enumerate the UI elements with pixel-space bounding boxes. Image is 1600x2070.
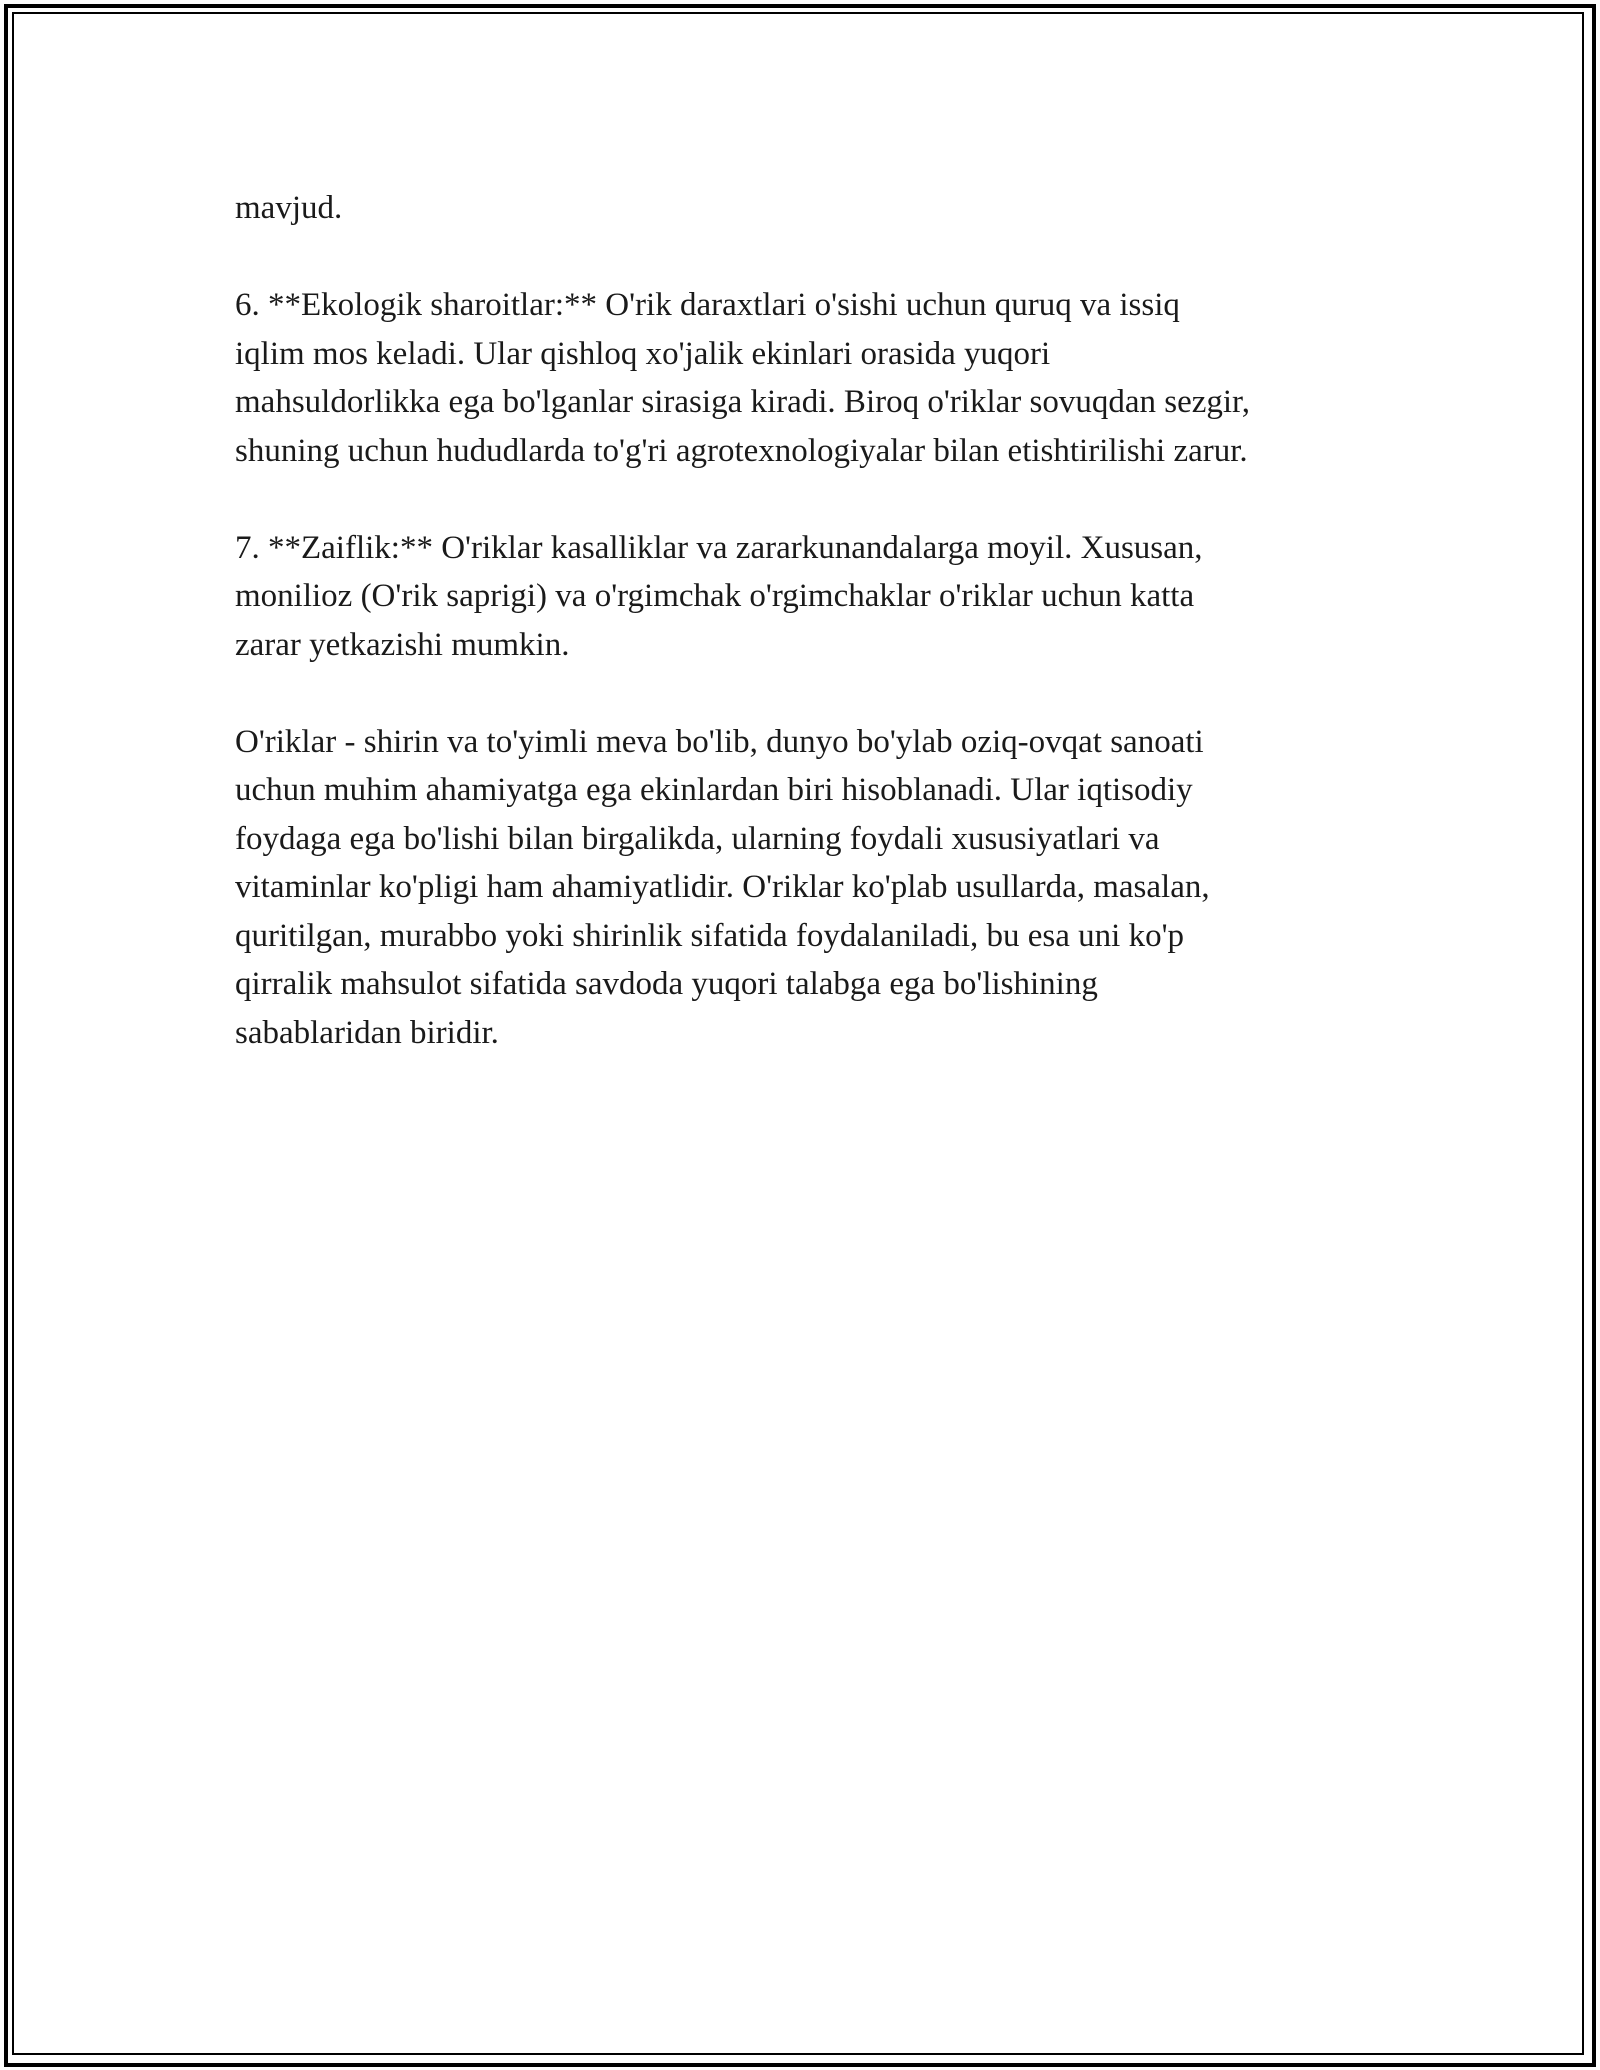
text-line: sabablaridan biridir.	[235, 1014, 499, 1051]
paragraph-continuation	[235, 184, 1395, 233]
text-line: vitaminlar ko'pligi ham ahamiyatlidir. O'riklar ko'plab usullarda, masalan,	[235, 869, 1210, 905]
text-line: 6. **Ekologik sharoitlar:** O'rik daraxtlari o'sishi uchun quruq va issiq	[235, 287, 1180, 323]
document-body	[235, 184, 1395, 1106]
text-line: monilioz (O'rik saprigi) va o'rgimchak o'rgimchaklar o'riklar uchun katta	[235, 578, 1195, 614]
text-line: foydaga ega bo'lishi bilan birgalikda, ularning foydali xususiyatlari va	[235, 820, 1160, 857]
text-line: quritilgan, murabbo yoki shirinlik sifatida foydalaniladi, bu esa uni ko'p	[235, 917, 1185, 954]
text-line: zarar yetkazishi mumkin.	[235, 626, 570, 663]
text-line: iqlim mos keladi. Ular qishloq xo'jalik ekinlari orasida yuqori	[235, 335, 1051, 372]
text-line: mahsuldorlikka ega bo'lganlar sirasiga kiradi. Biroq o'riklar sovuqdan sezgir,	[235, 384, 1250, 420]
paragraph-conclusion	[235, 718, 1395, 1058]
paragraph-ecological-conditions	[235, 281, 1395, 475]
text-line: uchun muhim ahamiyatga ega ekinlardan biri hisoblanadi. Ular iqtisodiy	[235, 772, 1193, 808]
text-line: shuning uchun hududlarda to'g'ri agrotexnologiyalar bilan etishtirilishi zarur.	[235, 432, 1248, 469]
text-line: 7. **Zaiflik:** O'riklar kasalliklar va zararkunandalarga moyil. Xususan,	[235, 529, 1203, 566]
text-line: qirralik mahsulot sifatida savdoda yuqori talabga ega bo'lishining	[235, 966, 1098, 1002]
text-line: mavjud.	[235, 190, 343, 226]
text-line: O'riklar - shirin va to'yimli meva bo'lib, dunyo bo'ylab oziq-ovqat sanoati	[235, 723, 1204, 760]
paragraph-weakness	[235, 524, 1395, 670]
